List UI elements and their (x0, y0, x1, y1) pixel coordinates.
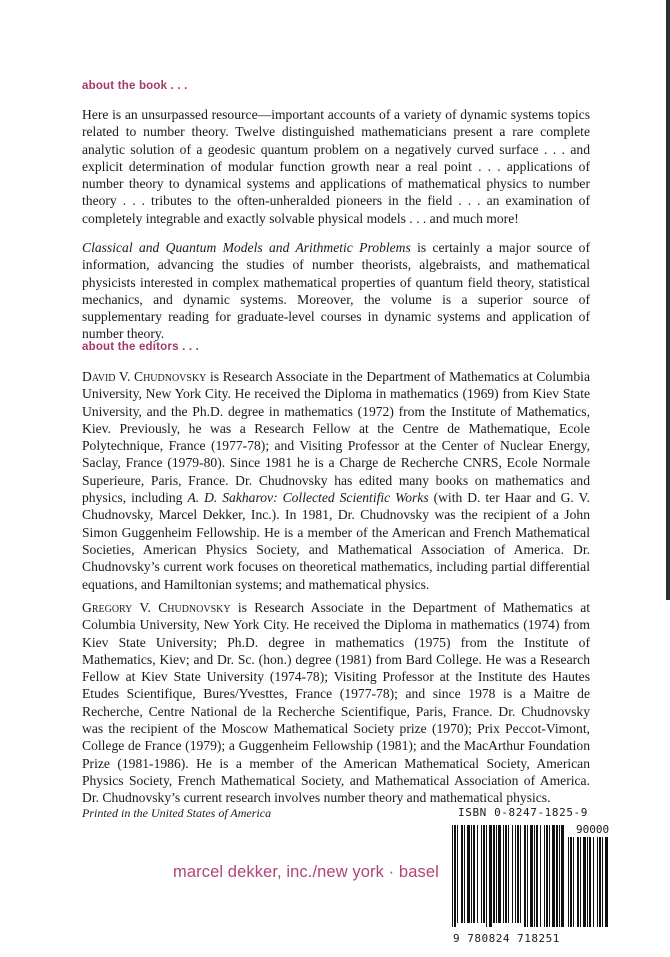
barcode-bar (599, 837, 601, 927)
barcode-bar (483, 825, 485, 923)
book-summary (82, 239, 590, 343)
gregory-name: Gregory V. Chudnovsky (82, 600, 231, 615)
publisher-imprint: marcel dekker, inc./new york · basel (173, 863, 439, 881)
barcode-bar (527, 825, 528, 927)
barcode-bar (587, 837, 588, 927)
barcode-number: 9 780824 718251 (453, 932, 560, 945)
barcode-bar (512, 825, 513, 923)
barcode-bar (573, 837, 574, 927)
barcode-bar (570, 837, 572, 927)
david-bio-text-a: is Research Associate in the Department of Mathematics at Columbia University, New York City. He received the Diploma in mathematics (1969) from Kiev State University, and the Ph.D. degree in mathematics (1972) from the Institute of Mathematics, Kiev. Previously, he was a Research Fellow at the Centre de Mathematique, Ecole Polytechnique, France (1977-78); and Visiting Professor at the Center of Nuclear Energy, Saclay, France (1979-80). Since 1981 he is a Charge de Recherche CNRS, Ecole Normale Superieure, Paris, France. Dr. Chudnovsky has edited many books on mathematics and physics, including (82, 369, 590, 506)
barcode-bar (559, 825, 560, 927)
isbn-text: ISBN 0-8247-1825-9 (458, 806, 589, 819)
barcode-bar (498, 825, 501, 923)
barcode-bar (477, 825, 478, 923)
barcode-bar (605, 837, 608, 927)
barcode-bar (552, 825, 555, 927)
isbn-label (458, 806, 588, 819)
gregory-bio-text: is Research Associate in the Department of Mathematics at Columbia University, New York City. He received the Diploma in mathematics (1974) from Kiev State University; Ph.D. degree in mathematics (1975) from the Institute of Mathematics, Kiev; and Dr. Sc. (hon.) degree (1981) from Bard College. He was a Research Fellow at Kiev State University (1974-78); Visiting Professor at the Institute des Hautes Etudes Scientifique, Bures/Yvesttes, France (1977-78); and since 1978 is a Maitre de Recherche, Centre National de la Recherche Scientifique, Paris, France. Dr. Chudnovsky was the recipient of the Moscow Mathematical Society prize (1970); Prix Peccot-Vimont, College de France (1979); a Guggenheim Fellowship (1981); and the MacArthur Foundation Prize (1981-1986). He is a member of the American Mathematical Society, American Physics Society, French Mathematical Society, and Mathematical Association of America. Dr. Chudnovsky’s current research involves number theory and mathematical physics. (82, 600, 590, 806)
barcode-bar (556, 825, 558, 927)
about-editors-heading: about the editors . . . (82, 341, 200, 353)
david-name: David V. Chudnovsky (82, 369, 207, 384)
book-summary-text: is certainly a major source of information, advancing the studies of number theorists, algebraists, and mathematical physicists interested in complex mathematical properties of quantum field theory, statistical mechanics, and dynamic systems. Moreover, the volume is a superior source of supplementary reading for graduate-level courses in dynamic systems and application of number theory. (82, 240, 590, 342)
barcode-bar (577, 837, 579, 927)
barcode-bar (549, 825, 550, 927)
barcode-bar (496, 825, 497, 923)
about-book-heading: about the book . . . (82, 80, 188, 92)
barcode-bar (457, 825, 458, 923)
barcode-bar (471, 825, 472, 923)
david-bio (82, 368, 590, 593)
barcode-bar (536, 825, 538, 927)
david-bio-text-b: (with D. ter Haar and G. V. Chudnovsky, Marcel Dekker, Inc.). In 1981, Dr. Chudnovsky was the recipient of a John Simon Guggenheim Fellowship. He is a member of the American and French Mathematical Societies, American Physics Society, and Mathematical Association of America. Dr. Chudnovsky’s current work focuses on theoretical mathematics, including partial differential equations, and Hamiltonian systems; and mathematical physics. (82, 490, 590, 592)
barcode-bar (540, 825, 541, 927)
barcode-bar (481, 825, 482, 923)
barcode-bar (452, 825, 453, 927)
barcode-bar (517, 825, 519, 923)
book-description: Here is an unsurpassed resource—important accounts of a variety of dynamic systems topics related to number theory. Twelve distinguished mathematicians present a rare complete analytic solution of a geodesic quantum problem on a negatively curved surface . . . and explicit determination of modular function growth near a real point . . . applications of number theory to dynamical systems and applications of mathematical physics to number theory . . . tributes to the often-unheralded pioneers in the field . . . an examination of completely integrable and exactly solvable physical models . . . and much more! (82, 107, 590, 226)
barcode-bar (505, 825, 507, 923)
barcode-bars-addon (568, 837, 608, 927)
barcode-bar (580, 837, 581, 927)
barcode-bar (568, 837, 569, 927)
barcode-bar (589, 837, 591, 927)
barcode-bar (546, 825, 548, 927)
barcode-bar (593, 837, 594, 927)
barcode-bar (597, 837, 598, 927)
gregory-bio (82, 599, 590, 807)
barcode (450, 823, 610, 931)
barcode-bar (467, 825, 470, 923)
sakharov-book-title: A. D. Sakharov: Collected Scientific Works (187, 490, 429, 506)
barcode-bar (530, 825, 533, 927)
barcode-bar (473, 825, 475, 923)
barcode-bar (583, 837, 586, 927)
barcode-bar (561, 825, 564, 927)
barcode-bar (508, 825, 509, 923)
barcode-bar (503, 825, 504, 923)
barcode-bar (524, 825, 526, 927)
barcode-bar (515, 825, 516, 923)
price-code: 90000 (576, 823, 610, 836)
barcode-bar (493, 825, 495, 923)
printed-in-label: Printed in the United States of America (82, 806, 272, 820)
barcode-bar (486, 825, 487, 927)
barcode-bar (464, 825, 465, 923)
book-title: Classical and Quantum Models and Arithmetic Problems (82, 240, 411, 255)
barcode-bar (454, 825, 456, 927)
barcode-bar (520, 825, 521, 923)
barcode-bar (544, 825, 545, 927)
barcode-bar (461, 825, 463, 923)
cover-edge (666, 0, 670, 600)
barcode-bars-main (452, 825, 564, 927)
barcode-bar (489, 825, 492, 927)
barcode-bar (602, 837, 603, 927)
barcode-bar (534, 825, 535, 927)
